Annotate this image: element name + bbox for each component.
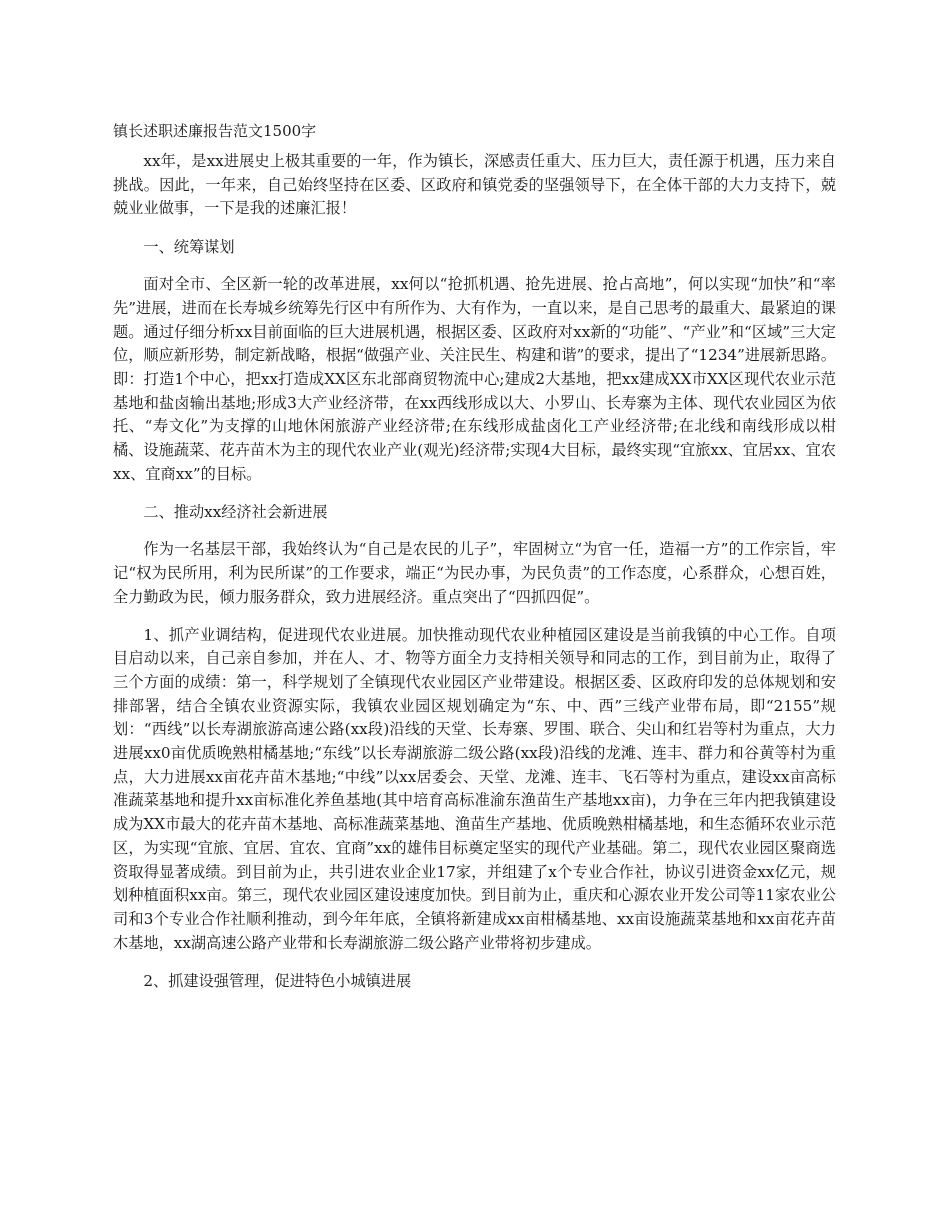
- section-heading-2: 二、推动xx经济社会新进展: [143, 503, 328, 522]
- document-body: [113, 150, 836, 993]
- paragraph-intro: xx年，是xx进展史上极其重要的一年，作为镇长，深感责任重大、压力巨大，责任源于机遇，压力来自挑战。因此，一年来，自己始终坚持在区委、区政府和镇党委的坚强领导下，在全体干部的大力支持下，兢兢业业做事，一下是我的述廉汇报！: [113, 152, 836, 218]
- section-heading-1: 一、统筹谋划: [143, 238, 235, 257]
- paragraph-planning: 面对全市、全区新一轮的改革进展，xx何以“抢抓机遇、抢先进展、抢占高地”，何以实现“加快”和“率先”进展，进而在长寿城乡统筹先行区中有所作为、大有作为，一直以来，是自己思考的最重大、最紧迫的课题。通过仔细分析xx目前面临的巨大进展机遇，根据区委、区政府对xx新的“功能”、“产业”和“区域”三大定位，顺应新形势，制定新战略，根据“做强产业、关注民生、构建和谐”的要求，提出了“1234”进展新思路。即：打造1个中心，把xx打造成XX区东北部商贸物流中心;建成2大基地，把xx建成XX市XX区现代农业示范基地和盐卤输出基地;形成3大产业经济带，在xx西线形成以大、小罗山、长寿寨为主体、现代农业园区为依托、“寿文化”为支撑的山地休闲旅游产业经济带;在东线形成盐卤化工产业经济带;在北线和南线形成以柑橘、设施蔬菜、花卉苗木为主的现代农业产业(观光)经济带;实现4大目标，最终实现“宜旅xx、宜居xx、宜农xx、宜商xx”的目标。: [113, 275, 836, 483]
- document-title: 镇长述职述廉报告范文1500字: [113, 122, 317, 140]
- subsection-heading-2: 2、抓建设强管理，促进特色小城镇进展: [143, 972, 412, 991]
- paragraph-agriculture: 1、抓产业调结构，促进现代农业进展。加快推动现代农业种植园区建设是当前我镇的中心工作。自项目启动以来，自己亲自参加，并在人、才、物等方面全力支持相关领导和同志的工作，到目前为止，取得了三个方面的成绩：第一，科学规划了全镇现代农业园区产业带建设。根据区委、区政府印发的总体规划和安排部署，结合全镇农业资源实际，我镇农业园区规划确定为“东、中、西”三线产业带布局，即“2155”规划：“西线”以长寿湖旅游高速公路(xx段)沿线的天堂、长寿寨、罗围、联合、尖山和红岩等村为重点，大力进展xx0亩优质晚熟柑橘基地;“东线”以长寿湖旅游二级公路(xx段)沿线的龙滩、连丰、群力和谷黄等村为重点，大力进展xx亩花卉苗木基地;“中线”以xx居委会、天堂、龙滩、连丰、飞石等村为重点，建设xx亩高标准蔬菜基地和提升xx亩标准化养鱼基地(其中培育高标准渝东渔苗生产基地xx亩)，力争在三年内把我镇建设成为XX市最大的花卉苗木基地、高标准蔬菜基地、渔苗生产基地、优质晚熟柑橘基地，和生态循环农业示范区，为实现“宜旅、宜居、宜农、宜商”xx的雄伟目标奠定坚实的现代产业基础。第二，现代农业园区聚商选资取得显著成绩。到目前为止，共引进农业企业17家，并组建了x个专业合作社，协议引进资金xx亿元，规划种植面积xx亩。第三，现代农业园区建设速度加快。到目前为止，重庆和心源农业开发公司等11家农业公司和3个专业合作社顺利推动，到今年年底，全镇将新建成xx亩柑橘基地、xx亩设施蔬菜基地和xx亩花卉苗木基地，xx湖高速公路产业带和长寿湖旅游二级公路产业带将初步建成。: [113, 625, 836, 952]
- document-page: [113, 118, 836, 1007]
- paragraph-grassroots: 作为一名基层干部，我始终认为“自己是农民的儿子”，牢固树立“为官一任，造福一方”的工作宗旨，牢记“权为民所用，利为民所谋”的工作要求，端正“为民办事，为民负责”的工作态度，心系群众，心想百姓，全力勤政为民，倾力服务群众，致力进展经济。重点突出了“四抓四促”。: [113, 540, 836, 606]
